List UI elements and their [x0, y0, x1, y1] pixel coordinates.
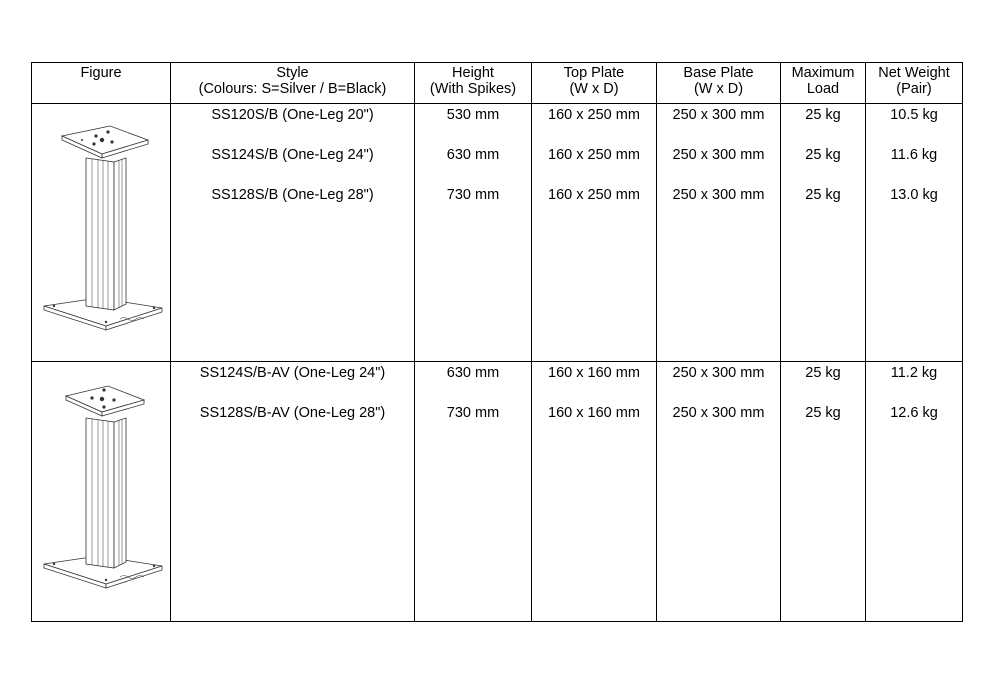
- speaker-stand-icon: [36, 118, 166, 350]
- top-plate-value: 160 x 250 mm: [548, 147, 640, 163]
- net-weight-value: 10.5 kg: [890, 107, 938, 123]
- speaker-stand-av-icon: [36, 374, 166, 606]
- max-load-value: 25 kg: [805, 365, 841, 381]
- base-plate-cell: [657, 104, 781, 362]
- figure-cell: [32, 104, 171, 362]
- style-value: SS120S/B (One-Leg 20"): [211, 107, 374, 123]
- base-plate-cell: [657, 362, 781, 622]
- max-load-cell: [781, 362, 866, 622]
- max-load-value: 25 kg: [805, 107, 841, 123]
- top-plate-value: 160 x 250 mm: [548, 107, 640, 123]
- style-cell: [171, 362, 415, 622]
- spec-table: [31, 62, 963, 622]
- height-value: 530 mm: [446, 107, 500, 123]
- table-row: [32, 104, 963, 362]
- top-plate-value: 160 x 250 mm: [548, 187, 640, 203]
- net-weight-value: 11.2 kg: [890, 365, 938, 381]
- header-net-weight: Net Weight (Pair): [866, 63, 963, 104]
- base-plate-value: 250 x 300 mm: [672, 187, 765, 203]
- header-top-plate: Top Plate (W x D): [532, 63, 657, 104]
- header-base-plate: Base Plate (W x D): [657, 63, 781, 104]
- top-plate-value: 160 x 160 mm: [548, 365, 640, 381]
- style-value: SS124S/B (One-Leg 24"): [211, 147, 374, 163]
- net-weight-value: 12.6 kg: [890, 405, 938, 421]
- net-weight-value: 11.6 kg: [890, 147, 938, 163]
- net-weight-cell: [866, 362, 963, 622]
- table-row: [32, 362, 963, 622]
- max-load-cell: [781, 104, 866, 362]
- height-cell: [415, 362, 532, 622]
- max-load-value: 25 kg: [805, 187, 841, 203]
- base-plate-value: 250 x 300 mm: [672, 405, 765, 421]
- height-value: 730 mm: [446, 405, 500, 421]
- figure-cell: [32, 362, 171, 622]
- header-max-load: Maximum Load: [781, 63, 866, 104]
- header-figure: Figure: [32, 63, 171, 104]
- max-load-value: 25 kg: [805, 405, 841, 421]
- base-plate-value: 250 x 300 mm: [672, 147, 765, 163]
- height-value: 630 mm: [446, 365, 500, 381]
- top-plate-cell: [532, 104, 657, 362]
- top-plate-value: 160 x 160 mm: [548, 405, 640, 421]
- style-value: SS128S/B-AV (One-Leg 28"): [199, 405, 386, 421]
- top-plate-cell: [532, 362, 657, 622]
- header-row: [32, 63, 963, 104]
- net-weight-cell: [866, 104, 963, 362]
- style-value: SS128S/B (One-Leg 28"): [211, 187, 374, 203]
- header-style: Style (Colours: S=Silver / B=Black): [171, 63, 415, 104]
- height-cell: [415, 104, 532, 362]
- net-weight-value: 13.0 kg: [890, 187, 938, 203]
- header-height: Height (With Spikes): [415, 63, 532, 104]
- base-plate-value: 250 x 300 mm: [672, 107, 765, 123]
- height-value: 730 mm: [446, 187, 500, 203]
- height-value: 630 mm: [446, 147, 500, 163]
- base-plate-value: 250 x 300 mm: [672, 365, 765, 381]
- style-value: SS124S/B-AV (One-Leg 24"): [199, 365, 386, 381]
- style-cell: [171, 104, 415, 362]
- max-load-value: 25 kg: [805, 147, 841, 163]
